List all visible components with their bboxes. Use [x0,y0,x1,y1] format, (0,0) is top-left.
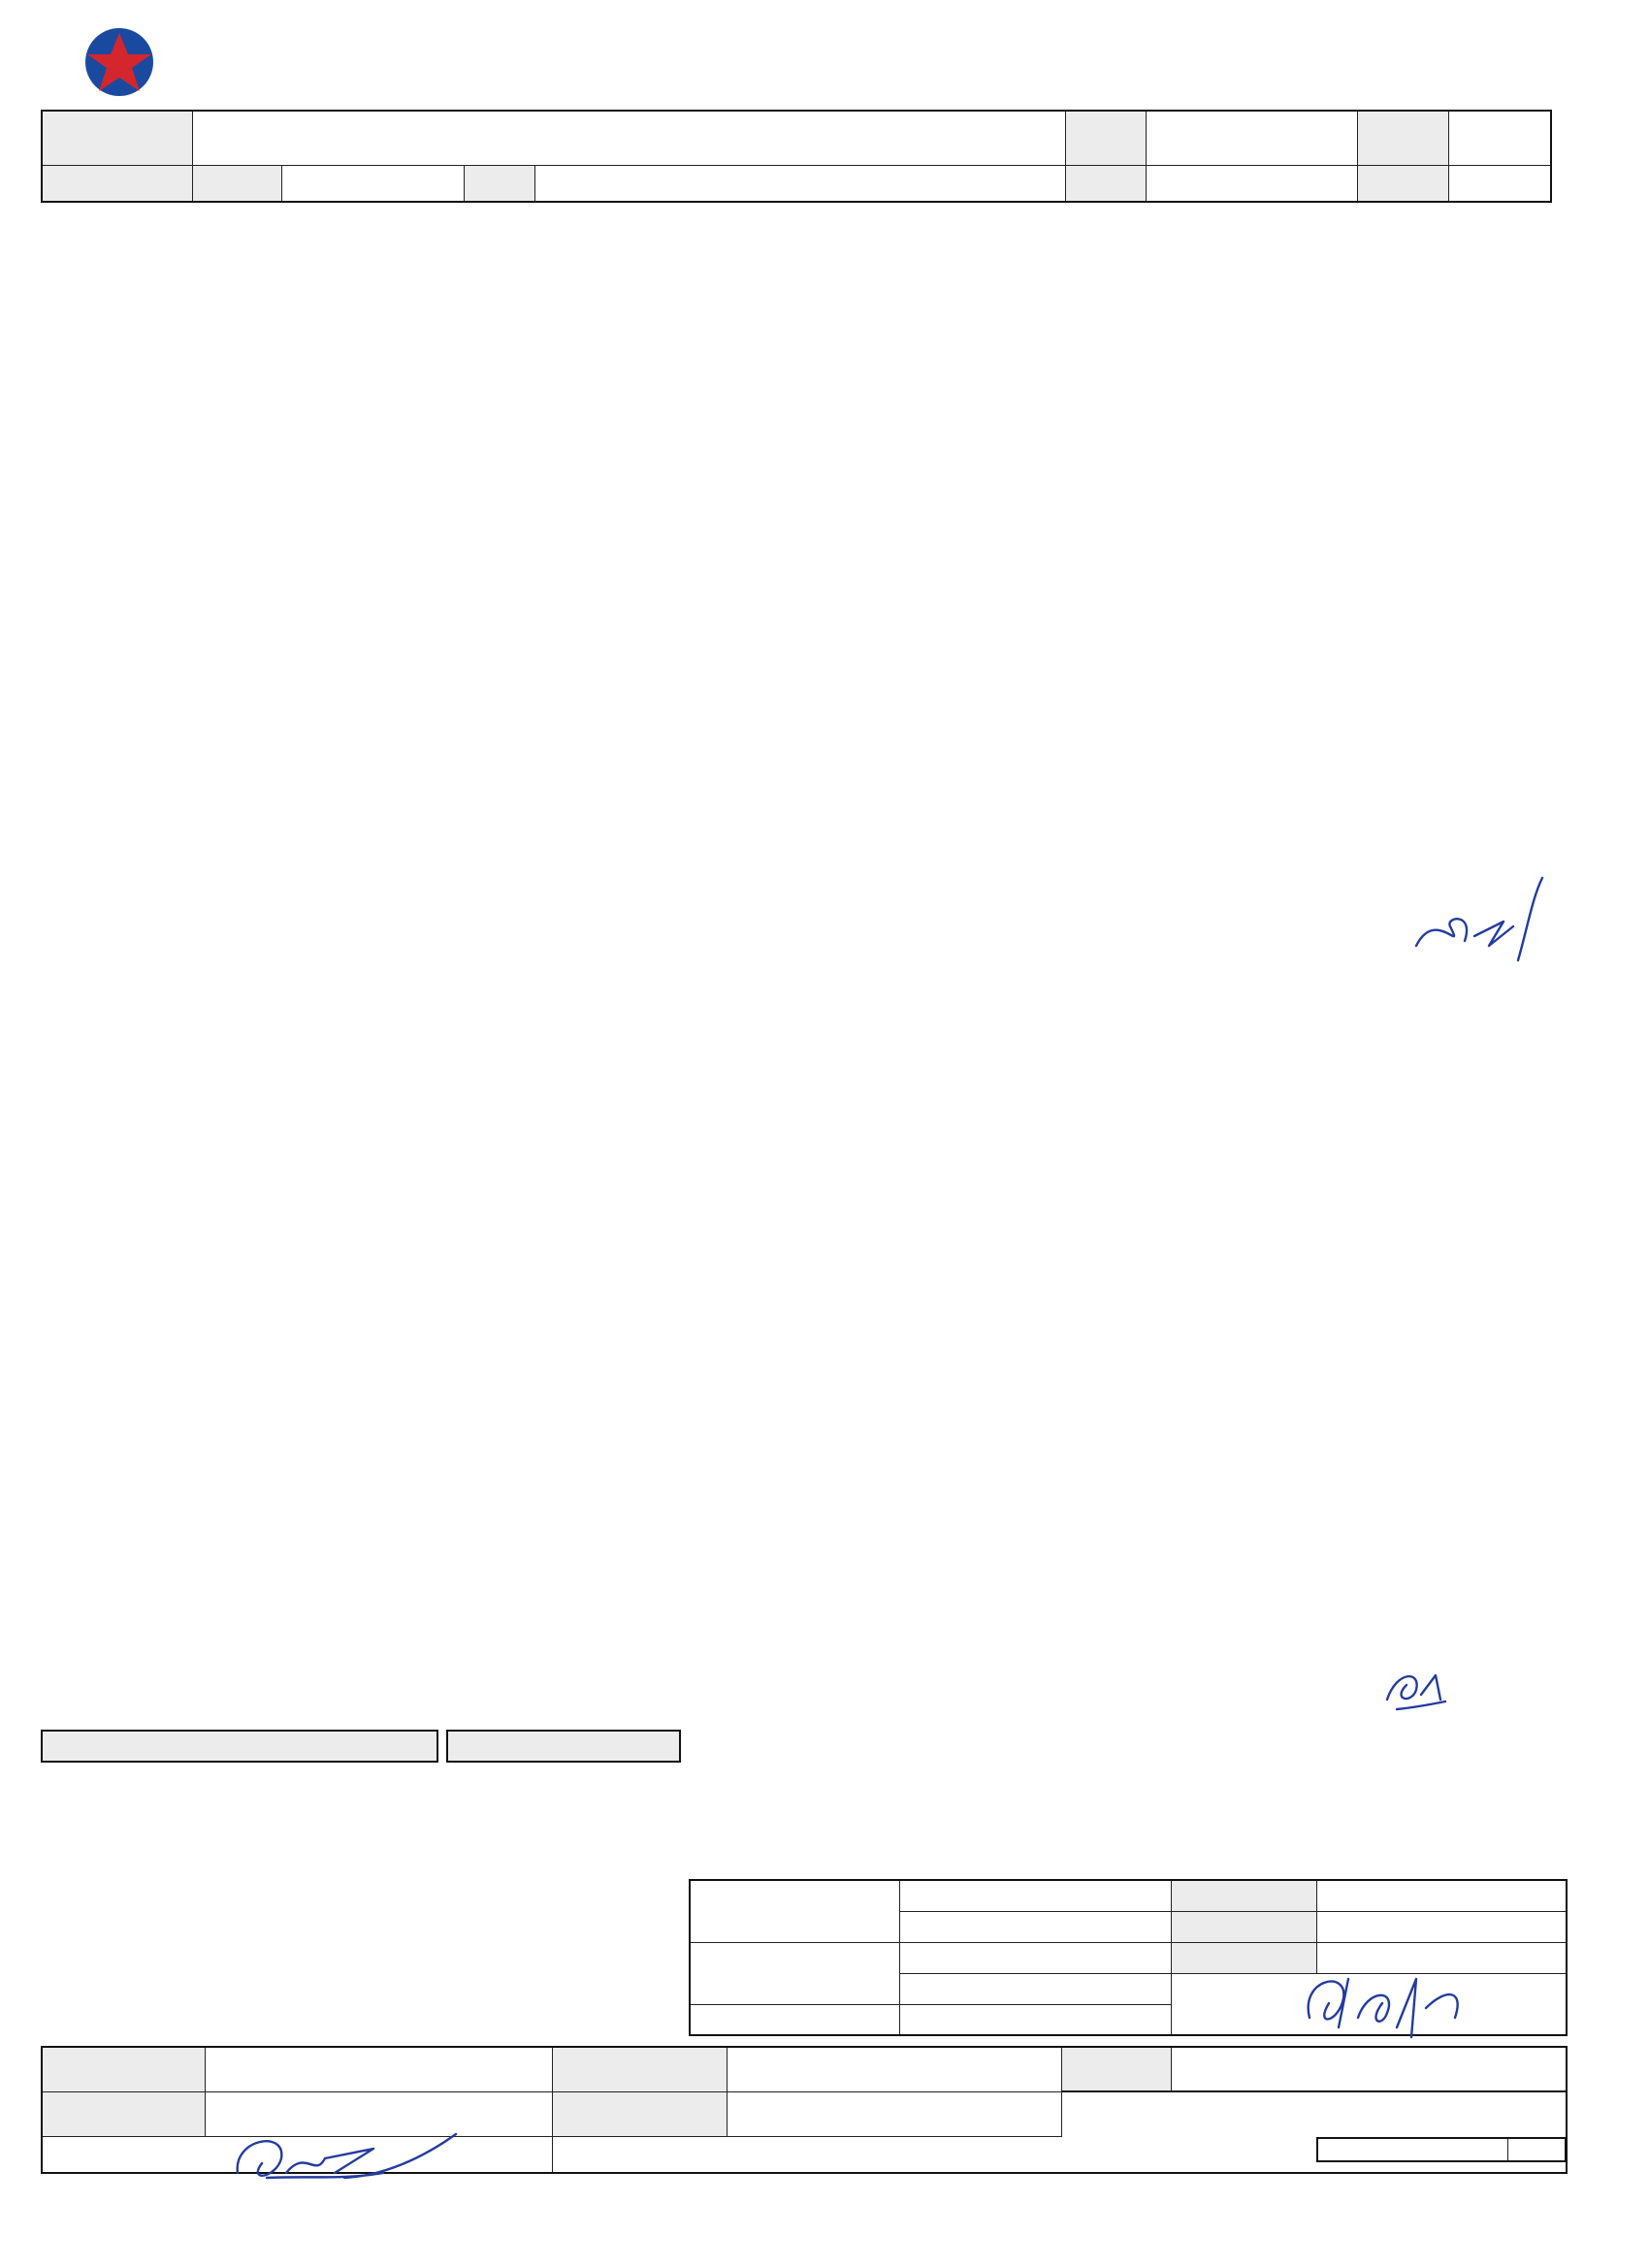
goal-judges-label [690,1942,899,2004]
timekeeper-value [899,2004,1171,2035]
spectators-label [1358,165,1449,202]
timekeeper-label [690,2004,899,2035]
game-value [1449,111,1551,165]
goal-judge-1 [899,1942,1171,1973]
linesman-label-2 [552,2091,727,2136]
arena-value [535,165,1066,202]
linesman-label-1 [552,2047,727,2091]
time-label [1066,165,1147,202]
competition-value [193,111,1066,165]
date-value [1146,111,1358,165]
referee-signature [228,2120,470,2197]
league-logo-icon [76,25,173,103]
head-referee-label-1 [42,2047,205,2091]
goalie-time-table [446,1730,681,1763]
team-a-signature [1406,868,1552,975]
competition-label [42,111,193,165]
team-b-signature [1377,1661,1455,1719]
head-referee-1 [205,2047,552,2091]
penalty-box-label [690,1880,899,1942]
informer-label [1171,1880,1316,1911]
city-label [193,165,282,202]
informer-value [1316,1880,1567,1911]
goal-judge-2 [899,1973,1171,2004]
league-logo [76,25,386,103]
announcer-label [1171,1911,1316,1942]
remarks-table [1316,2137,1567,2162]
remarks-label [1317,2138,1507,2161]
spectators-value [1449,165,1551,202]
head-referee-label-2 [42,2091,205,2136]
arena-label [464,165,534,202]
remarks-value [1507,2138,1566,2161]
time-value [1146,165,1358,202]
inspector-label [1061,2047,1171,2091]
place-label [42,165,193,202]
game-label [1358,111,1449,165]
penalty-box-judge-2 [899,1911,1171,1942]
shootout-title [42,1731,437,1762]
city-value [282,165,465,202]
secretary-signature [1290,1950,1484,2057]
match-info-table [41,110,1552,203]
date-label [1066,111,1147,165]
shootout-table [41,1730,438,1763]
linesman-2 [727,2091,1061,2136]
linesman-1 [727,2047,1061,2091]
announcer-value [1316,1911,1567,1942]
penalty-box-judge-1 [899,1880,1171,1911]
goalies-title [447,1731,680,1762]
